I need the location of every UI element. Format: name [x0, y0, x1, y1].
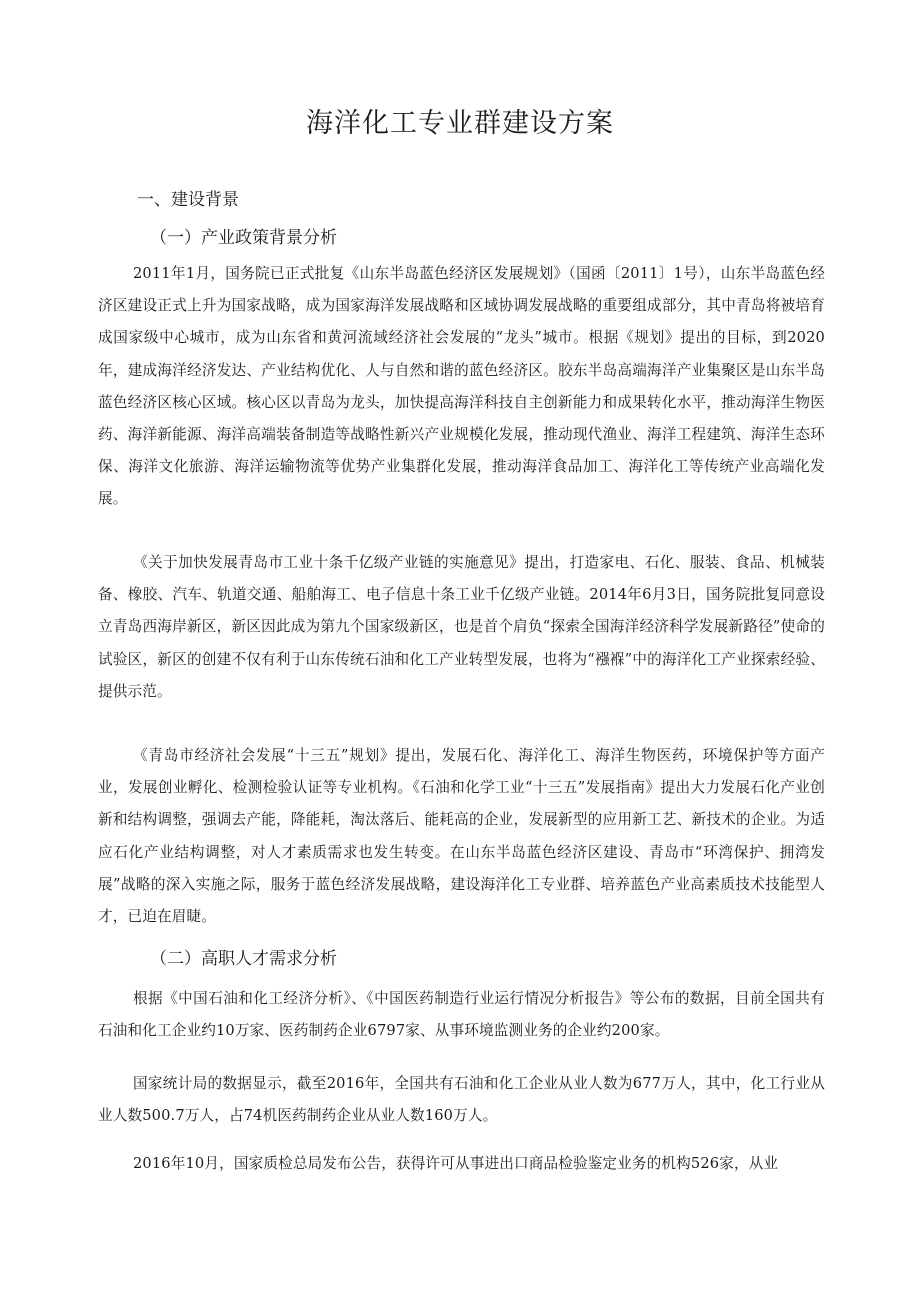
section-heading-construction-background: 一、建设背景 — [137, 190, 239, 210]
subsection-heading-talent-demand: （二）高职人才需求分析 — [150, 949, 337, 969]
subsection-heading-policy-background: （一）产业政策背景分析 — [150, 228, 337, 248]
paragraph-policy-1: 2011年1月，国务院已正式批复《山东半岛蓝色经济区发展规划》（国函〔2011〕1号），山东半岛蓝色经济区建设正式上升为国家战略，成为国家海洋发展战略和区域协调发展战略的重要组成部分，其中青岛将被培育成国家级中心城市，成为山东省和黄河流域经济社会发展的“龙头”城市。根据《规划》提出的目标，到2020年，建成海洋经济发达、产业结构优化、人与自然和谐的蓝色经济区。胶东半岛高端海洋产业集聚区是山东半岛蓝色经济区核心区域。核心区以青岛为龙头，加快提高海洋科技自主创新能力和成果转化水平，推动海洋生物医药、海洋新能源、海洋高端装备制造等战略性新兴产业规模化发展，推动现代渔业、海洋工程建筑、海洋生态环保、海洋文化旅游、海洋运输物流等优势产业集群化发展，推动海洋食品加工、海洋化工等传统产业高端化发展。 — [98, 265, 825, 508]
paragraph-policy-3: 《青岛市经济社会发展“十三五”规划》提出，发展石化、海洋化工、海洋生物医药，环境保护等方面产业，发展创业孵化、检测检验认证等专业机构。《石油和化学工业“十三五”发展指南》提出大力发展石化产业创新和结构调整，强调去产能，降能耗，淘汰落后、能耗高的企业，发展新型的应用新工艺、新技术的企业。为适应石化产业结构调整，对人才素质需求也发生转变。在山东半岛蓝色经济区建设、青岛市“环湾保护、拥湾发展”战略的深入实施之际，服务于蓝色经济发展战略，建设海洋化工专业群、培养蓝色产业高素质技术技能型人才，已迫在眉睫。 — [98, 747, 825, 926]
paragraph-policy-2: 《关于加快发展青岛市工业十条千亿级产业链的实施意见》提出，打造家电、石化、服装、食品、机械装备、橡胶、汽车、轨道交通、船舶海工、电子信息十条工业千亿级产业链。2014年6月3日，国务院批复同意设立青岛西海岸新区，新区因此成为第九个国家级新区，也是首个肩负“探索全国海洋经济科学发展新路径”使命的试验区，新区的创建不仅有利于山东传统石油和化工产业转型发展，也将为“襁褓”中的海洋化工产业探索经验、提供示范。 — [98, 554, 825, 700]
paragraph-talent-1: 根据《中国石油和化工经济分析》、《中国医药制造行业运行情况分析报告》等公布的数据，目前全国共有石油和化工企业约10万家、医药制药企业6797家、从事环境监测业务的企业约200家。 — [98, 990, 825, 1040]
paragraph-talent-2: 国家统计局的数据显示，截至2016年，全国共有石油和化工企业从业人数为677万人，其中，化工行业从业人数500.7万人，占74机医药制药企业从业人数160万人。 — [98, 1075, 825, 1125]
document-title: 海洋化工专业群建设方案 — [306, 108, 614, 139]
paragraph-talent-3: 2016年10月，国家质检总局发布公告，获得许可从事进出口商品检验鉴定业务的机构526家，从业 — [133, 1155, 779, 1172]
